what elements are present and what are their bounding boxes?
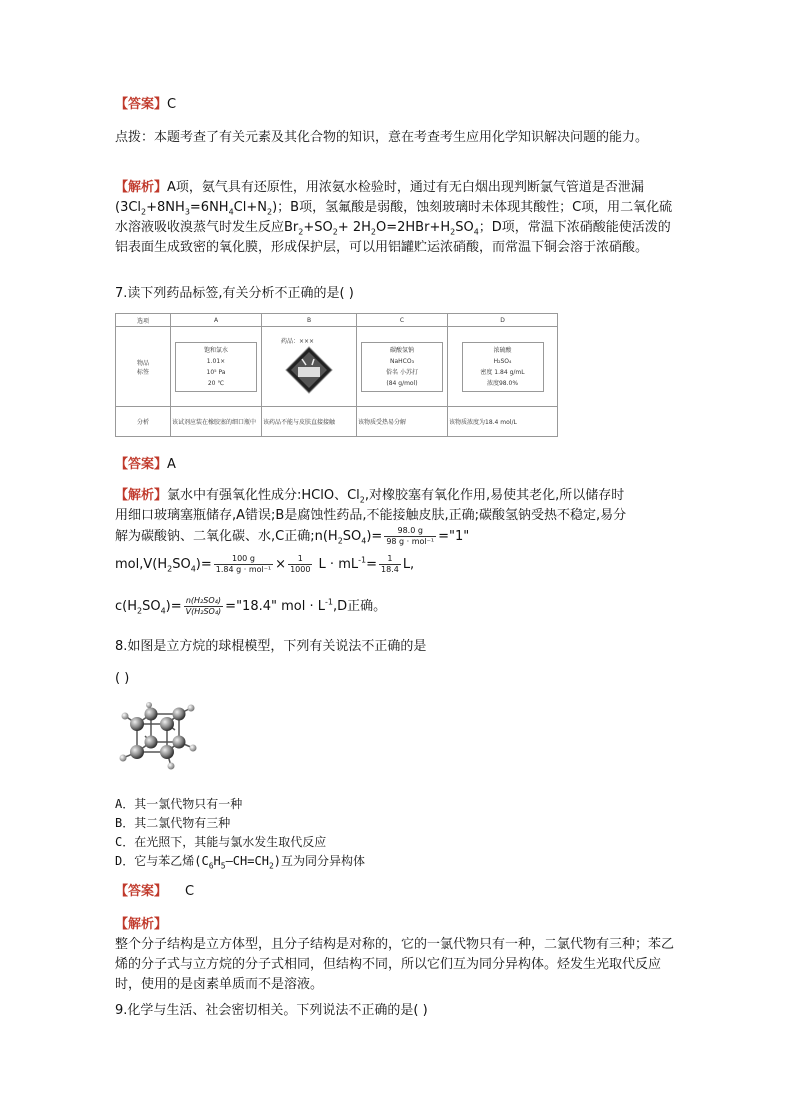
question-8: 8.如图是立方烷的球棍模型，下列有关说法不正确的是 (115, 639, 427, 654)
fraction: $\frac{98.0 g}{\text{98 g · mol⁻¹}}$ (386, 526, 435, 546)
fraction: $\frac{\text{n(H₂SO₄)}}{\text{V(H₂SO₄)}}$ (185, 596, 222, 616)
answer-tag: 【答案】 (115, 97, 168, 112)
fraction: $\frac{1}{18.4}$ (381, 554, 399, 574)
question-9: 9.化学与生活、社会密切相关。下列说法不正确的是( ) (115, 1003, 428, 1018)
option-b: B．其二氯代物有三种 (115, 816, 231, 830)
dianbo-paragraph: 点拨：本题考查了有关元素及其化合物的知识，意在考查考生应用化学知识解决问题的能力。 (115, 130, 649, 145)
option-c: C．在光照下，其能与氯水发生取代反应 (115, 835, 327, 849)
question-8-paren: ( ) (115, 671, 130, 686)
label-b: 药品：××× (262, 327, 357, 407)
answer-2: 【答案】A (115, 457, 176, 472)
table-header-cell: C (357, 314, 448, 327)
option-d: D．它与苯乙烯$(C_6H_5—CH=CH_2)$互为同分异构体 (115, 854, 365, 871)
analysis-3: 【解析】 整个分子结构是立方体型，且分子结构是对称的，它的一氯代物只有一种，二氯代物有三种；苯乙烯的分子式与立方烷的分子式相同，但结构不同，所以它们互为同分异构体。烃发生光取代反应时，使用的是卤素单质而不是溶液。 (115, 917, 675, 992)
table-header-cell: D (448, 314, 558, 327)
label-a: 饱和氯水 1.01× 10⁵ Pa 20 ℃ (171, 327, 262, 407)
analysis-1: 【解析】A项，氨气具有还原性，用浓氨水检验时，通过有无白烟出现判断氯气管道是否泄漏$(3Cl_2+8NH_3=6NH_4Cl+N_2)$；B项，氢氟酸是弱酸，蚀刻玻璃时未体现其酸性；C项，用二氧化硫水溶液吸收溴蒸气时发生反应$Br_2+SO_2+ 2H_2O=2HBr+H_2SO_4$；D项，常温下浓硝酸能使活泼的铝表面生成致密的氧化膜，形成保护层，可以用铝罐贮运浓硝酸，而常温下铜会溶于浓硝酸。 (115, 180, 673, 255)
question-7: 7.读下列药品标签,有关分析不正确的是( ) (115, 286, 354, 301)
label-d: 浓硫酸 H₂SO₄ 密度 1.84 g/mL 浓度98.0% (448, 327, 558, 407)
drug-label-table (115, 313, 558, 437)
analysis-2-line5: $c(H_2SO_4)=$ $\frac{\text{n(H₂SO₄)}}{\text{V(H₂SO₄)}}$ ="18.4" mol · $L^{-1},D$正确。 (115, 596, 387, 616)
fraction: $\frac{1}{1000}$ (290, 554, 311, 574)
answer-value: C (167, 97, 177, 112)
answer-1 (115, 95, 680, 115)
analysis-d: 该物质浓度为18.4 mol/L (448, 407, 558, 437)
analysis-2: 【解析】氯水中有强氧化性成分:HClO、$Cl_2$,对橡胶塞有氧化作用,易使其老化,所以储存时 用细口玻璃塞瓶储存,A错误;B是腐蚀性药品,不能接触皮肤,正确;碳酸氢钠受热不稳定,易分 解为碳酸钠、二氧化碳、水,C正确$;n(H_2SO_4)=$ $\frac{98.0 g}{\text{98 g · mol⁻¹}}$ ="1" (115, 488, 627, 546)
table-header-cell: B (262, 314, 357, 327)
label-c: 碳酸氢钠 NaHCO₃ 俗名 小苏打 (84 g/mol) (357, 327, 448, 407)
cubane-model-image (115, 702, 201, 774)
corrosive-hazard-icon (284, 345, 334, 395)
option-a: A．其一氯代物只有一种 (115, 797, 243, 811)
row-label: 物品 标签 (116, 327, 171, 407)
analysis-label: 分析 (116, 407, 171, 437)
analysis-a: 该试剂应装在橡胶塞的细口瓶中 (171, 407, 262, 437)
analysis-c: 该物质受热易分解 (357, 407, 448, 437)
table-header-cell: 选项 (116, 314, 171, 327)
options-list (115, 795, 680, 871)
analysis-tag: 【解析】 (115, 180, 168, 195)
fraction: $\frac{100 g}{\text{1.84 g · mol⁻¹}}$ (215, 554, 272, 574)
analysis-2-line4: $mol,V(H_2SO_4)=$ $\frac{100 g}{\text{1.84 g · mol⁻¹}}$ × $\frac{1}{1000}$ $L \cdot mL^{-1}=$ $\frac{1}{18.4}$ L, (115, 554, 415, 574)
analysis-b: 该药品不能与皮肤直接接触 (262, 407, 357, 437)
answer-3: 【答案】 C (115, 884, 195, 899)
table-header-cell: A (171, 314, 262, 327)
